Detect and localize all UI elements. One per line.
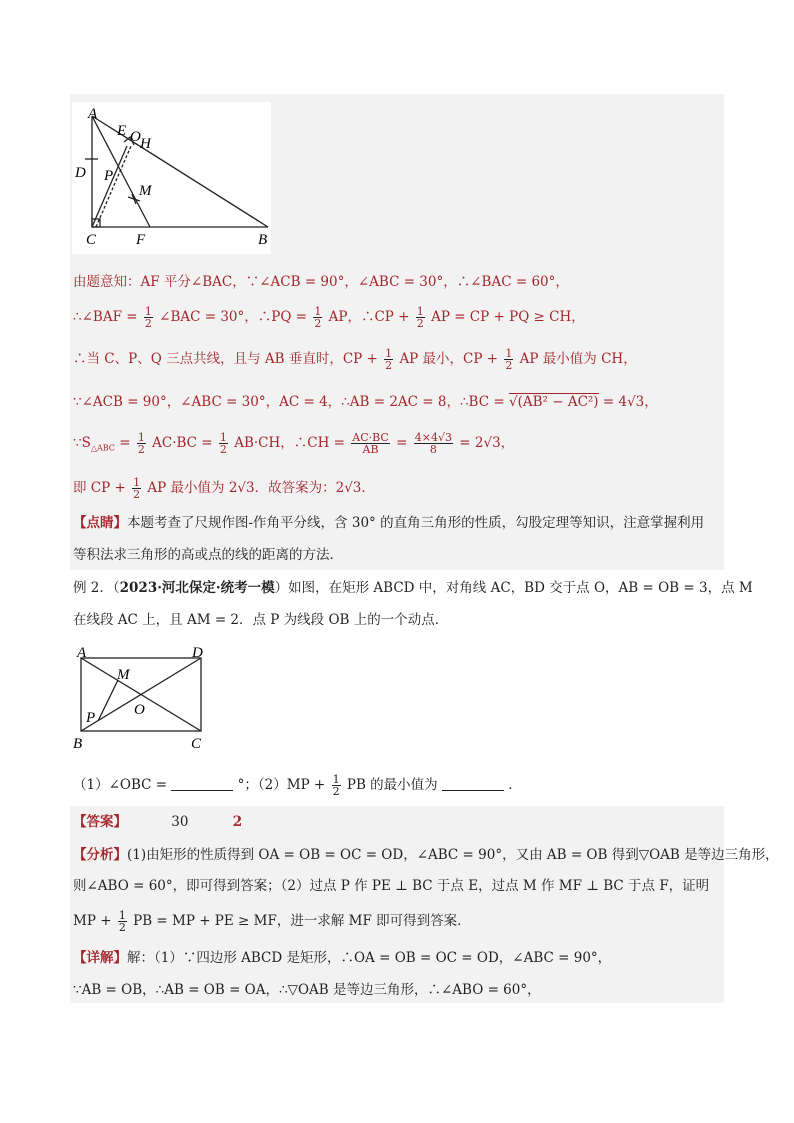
detail-line-1: 【详解】解：（1）∵四边形 ABCD 是矩形，∴OA = OB = OC = OD，∠ABC = 90°， xyxy=(73,950,612,966)
label-E: E xyxy=(117,123,127,139)
line-2: ∴∠BAF = $\frac{1}{2}$ ∠BAC = 30°，∴PQ = $\frac{1}{2}$ AP，∴CP + $\frac{1}{2}$ AP = CP + PQ ≥ CH， xyxy=(73,305,585,330)
fraction-value: $\frac{4\times 4√3}{8}$ xyxy=(414,431,452,456)
label-O: O xyxy=(134,702,145,718)
fraction-ch: $\frac{AC\cdot BC}{AB}$ xyxy=(352,431,389,456)
label-M: M xyxy=(139,183,152,199)
analysis-line-1: 【分析】(1)由矩形的性质得到 OA = OB = OC = OD，∠ABC = 90°，又由 AB = OB 得到▽OAB 是等边三角形， xyxy=(73,847,779,863)
label-D: D xyxy=(75,165,86,181)
fraction-half: $\frac{1}{2}$ xyxy=(505,347,513,372)
analysis-line-2: 则∠ABO = 60°，即可得到答案；（2）过点 P 作 PE ⊥ BC 于点 E，过点 M 作 MF ⊥ BC 于点 F，证明 xyxy=(73,878,710,894)
answer-blank-1 xyxy=(171,776,233,791)
line-7: 【点睛】本题考查了尺规作图-作角平分线，含 30° 的直角三角形的性质，勾股定理等知识，注意掌握利用 xyxy=(73,515,705,531)
question-line: （1）∠OBC = °；（2）MP + $\frac{1}{2}$ PB 的最小值为 ． xyxy=(73,773,522,798)
fraction-half: $\frac{1}{2}$ xyxy=(416,305,424,330)
fraction-half: $\frac{1}{2}$ xyxy=(219,431,227,456)
triangle-figure xyxy=(72,102,271,254)
fraction-half: $\frac{1}{2}$ xyxy=(133,476,141,501)
label-P: P xyxy=(104,168,114,184)
label-M: M xyxy=(117,667,130,683)
label-P: P xyxy=(86,710,96,726)
example-2-line-2: 在线段 AC 上，且 AM = 2．点 P 为线段 OB 上的一个动点． xyxy=(73,612,449,628)
line-1: 由题意知：AF 平分∠BAC，∵∠ACB = 90°，∠ABC = 30°，∴∠BAC = 60°， xyxy=(73,274,569,290)
fraction-half: $\frac{1}{2}$ xyxy=(385,347,393,372)
fraction-half: $\frac{1}{2}$ xyxy=(144,305,152,330)
answer-background xyxy=(70,806,724,1003)
rectangle-figure xyxy=(72,642,212,756)
answer-line: 【答案】 30 2 xyxy=(73,814,243,830)
answer-blank-2 xyxy=(442,776,504,791)
label-B: B xyxy=(73,736,83,752)
example-2-header: 例 2．（2023·河北保定·统考一模）如图，在矩形 ABCD 中，对角线 AC，BD 交于点 O，AB = OB = 3，点 M xyxy=(73,580,753,596)
fraction-half: $\frac{1}{2}$ xyxy=(314,305,322,330)
line-3: ∴当 C、P、Q 三点共线，且与 AB 垂直时，CP + $\frac{1}{2}$ AP 最小，CP + $\frac{1}{2}$ AP 最小值为 CH， xyxy=(73,347,637,372)
line-6: 即 CP + $\frac{1}{2}$ AP 最小值为 2√3．故答案为：2√3． xyxy=(73,476,375,501)
fraction-half: $\frac{1}{2}$ xyxy=(118,909,126,934)
line-4: ∵∠ACB = 90°，∠ABC = 30°，AC = 4，∴AB = 2AC = 8，∴BC = √(AB² − AC²) = 4√3， xyxy=(73,394,658,410)
label-A: A xyxy=(88,106,98,122)
fraction-half: $\frac{1}{2}$ xyxy=(137,431,145,456)
label-F: F xyxy=(136,232,146,248)
label-A: A xyxy=(77,645,87,661)
label-C: C xyxy=(191,736,202,752)
label-H: H xyxy=(140,136,151,152)
fraction-half: $\frac{1}{2}$ xyxy=(332,773,340,798)
label-C: C xyxy=(86,232,97,248)
label-D: D xyxy=(192,645,203,661)
line-8: 等积法求三角形的高或点的线的距离的方法． xyxy=(73,547,343,563)
label-O: O xyxy=(130,129,141,145)
detail-line-2: ∵AB = OB，∴AB = OB = OA，∴▽OAB 是等边三角形，∴∠ABO = 60°， xyxy=(73,982,541,998)
line-5: $\because S_{\triangle ABC}$ = $\frac{1}{2}$ AC·BC = $\frac{1}{2}$ AB·CH，∴CH = $\frac{AC\cdot BC}{AB}$ = $\frac{4\times 4√3}{8}$ = 2√3， xyxy=(73,431,515,456)
analysis-line-3: MP + $\frac{1}{2}$ PB = MP + PE ≥ MF，进一求解 MF 即可得到答案． xyxy=(73,909,471,934)
label-B: B xyxy=(258,232,268,248)
